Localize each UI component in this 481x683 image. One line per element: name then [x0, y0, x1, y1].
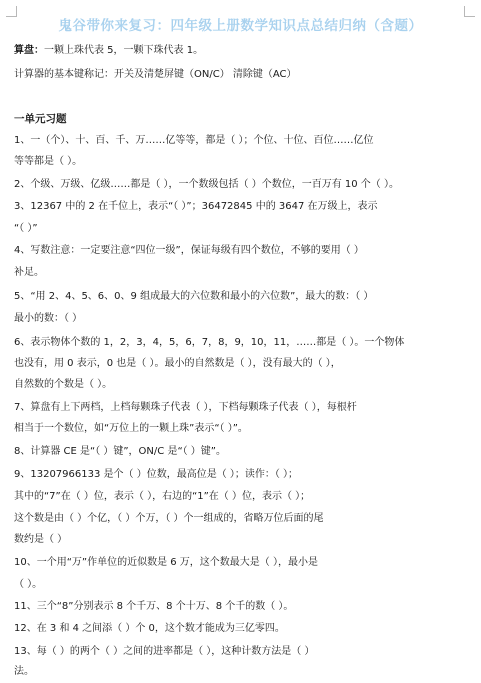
exercise-line: 法。 — [14, 666, 34, 677]
exercise-line: 数约是（ ） — [14, 534, 68, 545]
exercise-line: 4、写数注意：一定要注意“四位一级”，保证每级有四个数位，不够的要用（ ） — [14, 245, 364, 256]
exercise-line: 11、三个“8”分别表示 8 个千万、8 个十万、8 个千的数（ ）。 — [14, 601, 294, 612]
page-title: 鬼谷带你来复习：四年级上册数学知识点总结归纳（含题） — [58, 18, 423, 34]
calculator-note: 计算器的基本键称记：开关及清楚屏键（ON/C） 清除键（AC） — [14, 69, 297, 80]
exercise-line: 8、计算器 CE 是“（ ）键”，ON/C 是“（ ）键”。 — [14, 446, 226, 457]
exercise-line: 相当于一个数位，如“万位上的一颗上珠”表示“（ ）”。 — [14, 423, 248, 434]
exercise-line: 最小的数：（ ） — [14, 313, 83, 324]
abacus-label: 算盘： — [14, 45, 44, 56]
exercise-line: 9、13207966133 是个（ ）位数，最高位是（ ）；读作：（ ）； — [14, 469, 299, 480]
exercise-line: 5、“用 2、4、5、6、0、9 组成最大的六位数和最小的六位数”，最大的数：（ ） — [14, 291, 374, 302]
exercise-line: 1、一（个）、十、百、千、万……亿等等，都是（ ）；个位、十位、百位……亿位 — [14, 135, 374, 146]
exercise-line: 7、算盘有上下两档，上档每颗珠子代表（ ），下档每颗珠子代表（ ），每根杆 — [14, 402, 357, 413]
exercise-line: 这个数是由（ ）个亿，（ ）个万，（ ）个一组成的，省略万位后面的尾 — [14, 513, 324, 524]
exercise-line: 自然数的个数是（ ）。 — [14, 379, 113, 390]
exercise-line: 3、12367 中的 2 在千位上，表示“（ ）”；36472845 中的 3647 在万级上，表示 — [14, 201, 378, 212]
section-title: 一单元习题 — [14, 113, 67, 125]
exercise-line: 补足。 — [14, 267, 44, 278]
exercise-line: 13、每（ ）的两个（ ）之间的进率都是（ ），这种计数方法是（ ） — [14, 646, 315, 657]
exercise-line: 也没有，用 0 表示，0 也是（ ）。最小的自然数是（ ），没有最大的（ ）， — [14, 358, 341, 369]
exercise-line: 10、一个用“万”作单位的近似数是 6 万，这个数最大是（ ），最小是 — [14, 557, 318, 568]
exercise-line: 2、个级、万级、亿级……都是（ ），一个数级包括（ ）个数位，一百万有 10 个（ ）。 — [14, 179, 399, 190]
exercise-line: 12、在 3 和 4 之间添（ ）个 0，这个数才能成为三亿零四。 — [14, 623, 285, 634]
exercise-line: （ ）。 — [14, 579, 43, 590]
abacus-text: 一颗上珠代表 5，一颗下珠代表 1。 — [44, 45, 204, 56]
exercise-line: 6、表示物体个数的 1，2，3，4，5，6，7，8，9，10，11，……都是（ ）。一个物体 — [14, 337, 405, 348]
exercise-line: 等等都是（ ）。 — [14, 156, 83, 167]
exercise-line: “（ ）” — [14, 223, 38, 234]
abacus-note — [14, 44, 472, 58]
exercise-line: 其中的“7”在（ ）位，表示（ ），右边的“1”在（ ）位，表示（ ）； — [14, 491, 311, 502]
